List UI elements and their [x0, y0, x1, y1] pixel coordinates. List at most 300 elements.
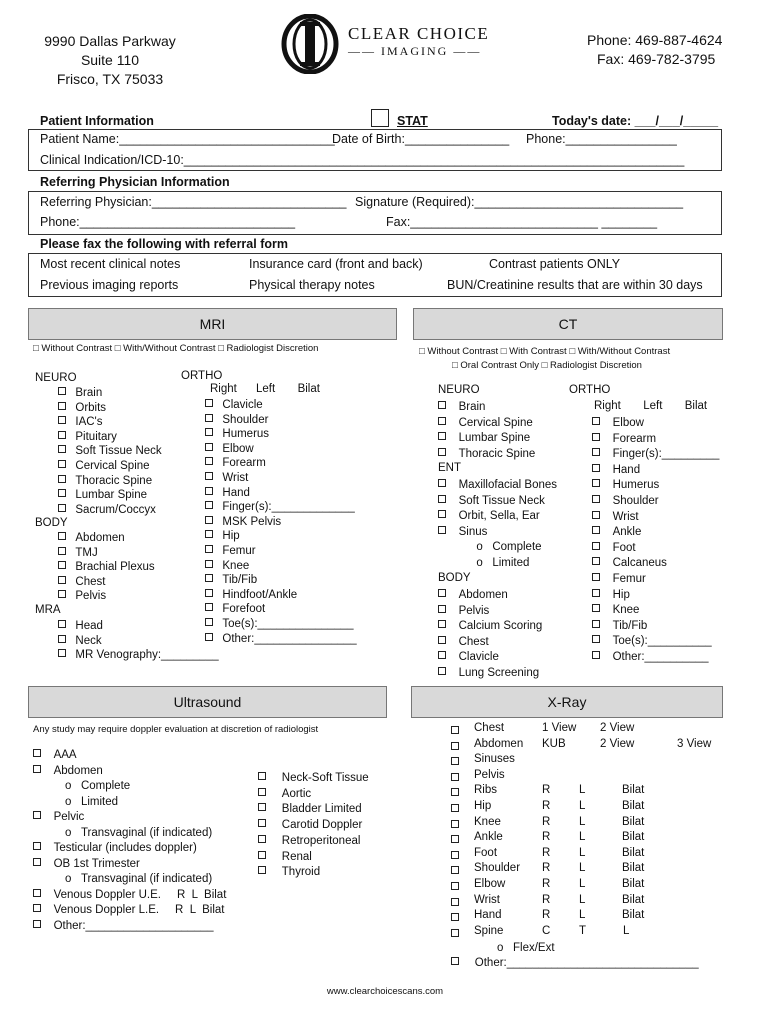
- item-label: Cervical Spine: [458, 416, 533, 429]
- patient-name-field[interactable]: Patient Name:_______________________________: [40, 132, 335, 146]
- list-item[interactable]: [33, 841, 226, 857]
- checkbox[interactable]: [438, 589, 446, 597]
- item-label: Pituitary: [75, 430, 117, 443]
- xray-option[interactable]: L: [579, 862, 586, 875]
- list-item[interactable]: [58, 459, 162, 474]
- checkbox[interactable]: [438, 510, 446, 518]
- clinical-indication-field[interactable]: Clinical Indication/ICD-10:________________________________________________________________________: [40, 153, 685, 167]
- xray-section-header: X-Ray: [411, 686, 723, 718]
- list-item[interactable]: [438, 525, 557, 541]
- xray-other[interactable]: [451, 957, 699, 969]
- signature-field[interactable]: Signature (Required):______________________________: [355, 195, 684, 209]
- list-item[interactable]: [592, 572, 719, 588]
- checkbox[interactable]: [592, 557, 600, 565]
- xray-option[interactable]: R: [542, 862, 551, 875]
- list-item[interactable]: [438, 509, 557, 525]
- item-label: Abdomen: [458, 589, 508, 601]
- checkbox[interactable]: [451, 804, 459, 812]
- list-item[interactable]: [438, 447, 535, 463]
- item-label: Hindfoot/Ankle: [222, 588, 298, 601]
- checkbox[interactable]: [33, 765, 41, 773]
- list-item[interactable]: [205, 632, 357, 647]
- checkbox[interactable]: [451, 913, 459, 921]
- xray-option[interactable]: R: [542, 831, 551, 844]
- checkbox[interactable]: [258, 803, 266, 811]
- xray-option[interactable]: KUB: [542, 737, 566, 750]
- xray-option[interactable]: Bilat: [622, 784, 645, 797]
- item-label: Knee: [222, 559, 250, 572]
- checkbox[interactable]: [58, 431, 66, 439]
- list-item[interactable]: o Limited: [33, 795, 119, 808]
- list-item[interactable]: [58, 634, 219, 649]
- checkbox[interactable]: [33, 889, 41, 897]
- checkbox[interactable]: [438, 651, 446, 659]
- item-label: Shoulder: [222, 413, 269, 426]
- mri-mra-list: [58, 619, 219, 663]
- checkbox[interactable]: [451, 898, 459, 906]
- list-item[interactable]: [258, 771, 369, 787]
- checkbox[interactable]: [205, 487, 213, 495]
- checkbox[interactable]: [58, 576, 66, 584]
- checkbox[interactable]: [58, 504, 66, 512]
- xray-option[interactable]: L: [579, 846, 586, 859]
- checkbox[interactable]: [205, 414, 213, 422]
- ct-ent-label: ENT: [438, 462, 461, 474]
- item-label: Chest: [458, 635, 489, 648]
- fax-item: Insurance card (front and back): [249, 257, 423, 271]
- list-item[interactable]: [438, 650, 542, 666]
- list-item[interactable]: [205, 456, 357, 471]
- list-item[interactable]: [58, 619, 219, 634]
- stat-checkbox[interactable]: [371, 109, 389, 127]
- checkbox[interactable]: [58, 635, 66, 643]
- item-label: Hip: [222, 530, 240, 543]
- list-item[interactable]: [258, 787, 369, 803]
- item-label: Venous Doppler L.E. R L Bilat: [53, 904, 225, 916]
- list-item[interactable]: [58, 589, 155, 604]
- checkbox[interactable]: [258, 772, 266, 780]
- list-item[interactable]: [58, 488, 162, 503]
- checkbox[interactable]: [438, 448, 446, 456]
- xray-option[interactable]: 1 View: [542, 722, 577, 734]
- checkbox[interactable]: [33, 920, 41, 928]
- fax-item: Most recent clinical notes: [40, 257, 181, 271]
- xray-option[interactable]: L: [623, 924, 630, 937]
- checkbox[interactable]: [438, 526, 446, 534]
- list-item[interactable]: [592, 619, 719, 635]
- checkbox[interactable]: [438, 605, 446, 613]
- checkbox[interactable]: [258, 819, 266, 827]
- xray-option[interactable]: L: [579, 878, 586, 890]
- checkbox[interactable]: [205, 633, 213, 641]
- list-item[interactable]: [258, 865, 369, 881]
- item-label: Tib/Fib: [222, 574, 258, 587]
- patient-info-title: Patient Information: [40, 114, 154, 128]
- list-item[interactable]: [438, 588, 542, 604]
- item-label: Soft Tissue Neck: [458, 494, 545, 507]
- list-item[interactable]: [58, 415, 162, 430]
- checkbox[interactable]: [258, 788, 266, 796]
- footer-url[interactable]: www.clearchoicescans.com: [326, 986, 444, 997]
- checkbox[interactable]: [205, 618, 213, 626]
- fax-item: Physical therapy notes: [249, 278, 375, 292]
- checkbox[interactable]: [451, 851, 459, 859]
- list-item[interactable]: [58, 503, 162, 518]
- list-item[interactable]: [205, 573, 357, 588]
- item-label: Forefoot: [222, 603, 266, 616]
- checkbox[interactable]: [451, 726, 459, 734]
- list-item[interactable]: [205, 588, 357, 603]
- ct-ortho-label: ORTHO: [569, 384, 611, 396]
- xray-option[interactable]: Bilat: [622, 846, 645, 859]
- checkbox[interactable]: [592, 589, 600, 597]
- physician-fax-field[interactable]: Fax:___________________________ ________: [386, 215, 658, 229]
- checkbox[interactable]: [33, 904, 41, 912]
- checkbox[interactable]: [58, 416, 66, 424]
- checkbox[interactable]: [592, 479, 600, 487]
- item-label: Thyroid: [281, 866, 321, 879]
- xray-exam-label: Ankle: [474, 831, 503, 844]
- xray-option[interactable]: Bilat: [622, 909, 645, 922]
- list-item[interactable]: [205, 515, 357, 530]
- list-item[interactable]: [592, 603, 719, 619]
- fax-number: Fax: 469-782-3795: [597, 51, 716, 67]
- list-item[interactable]: [438, 619, 542, 635]
- list-item[interactable]: [258, 850, 369, 866]
- list-item[interactable]: [438, 666, 542, 682]
- list-item[interactable]: [592, 650, 719, 666]
- mri-contrast-options[interactable]: □ Without Contrast □ With/Without Contrast □ Radiologist Discretion: [33, 343, 319, 354]
- item-label: Hand: [222, 486, 250, 499]
- ct-contrast-options-1[interactable]: □ Without Contrast □ With Contrast □ With/Without Contrast: [419, 346, 671, 357]
- list-item[interactable]: [438, 635, 542, 651]
- patient-phone-field[interactable]: Phone:________________: [526, 132, 677, 146]
- ct-neuro-list: [438, 400, 535, 462]
- checkbox[interactable]: [451, 882, 459, 890]
- checkbox[interactable]: [58, 561, 66, 569]
- list-item[interactable]: [33, 903, 226, 919]
- item-label: Testicular (includes doppler): [53, 842, 197, 854]
- item-label: Other:______________________________: [474, 957, 699, 969]
- checkbox[interactable]: [258, 866, 266, 874]
- item-label: Finger(s):_________: [612, 448, 720, 461]
- checkbox[interactable]: [438, 620, 446, 628]
- checkbox[interactable]: [592, 526, 600, 534]
- item-label: Ankle: [612, 526, 642, 539]
- checkbox[interactable]: [451, 866, 459, 874]
- list-item[interactable]: [205, 529, 357, 544]
- item-label: Bladder Limited: [281, 803, 362, 816]
- item-label: Transvaginal (if indicated): [80, 826, 213, 839]
- referring-physician-field[interactable]: Referring Physician:____________________________: [40, 195, 347, 209]
- xray-option[interactable]: L: [579, 893, 586, 906]
- xray-option[interactable]: Bilat: [622, 831, 645, 844]
- checkbox[interactable]: [58, 620, 66, 628]
- checkbox[interactable]: [592, 417, 600, 425]
- dob-field[interactable]: Date of Birth:_______________: [332, 132, 510, 146]
- list-item[interactable]: o Transvaginal (if indicated): [33, 826, 213, 839]
- checkbox[interactable]: [33, 749, 41, 757]
- xray-option[interactable]: T: [579, 924, 587, 937]
- checkbox[interactable]: [58, 489, 66, 497]
- checkbox[interactable]: [451, 820, 459, 828]
- checkbox[interactable]: [592, 495, 600, 503]
- fax-list-title: Please fax the following with referral form: [40, 237, 288, 251]
- checkbox[interactable]: [58, 475, 66, 483]
- checkbox[interactable]: [592, 604, 600, 612]
- checkbox[interactable]: [592, 448, 600, 456]
- checkbox[interactable]: [438, 495, 446, 503]
- checkbox[interactable]: [58, 402, 66, 410]
- checkbox[interactable]: [205, 399, 213, 407]
- xray-option[interactable]: Bilat: [622, 893, 645, 906]
- list-item[interactable]: [33, 764, 226, 780]
- list-item[interactable]: [592, 634, 719, 650]
- list-item[interactable]: [592, 416, 719, 432]
- checkbox[interactable]: [58, 460, 66, 468]
- checkbox[interactable]: [438, 479, 446, 487]
- checkbox[interactable]: [438, 432, 446, 440]
- list-item[interactable]: [592, 556, 719, 572]
- list-item[interactable]: [58, 474, 162, 489]
- physician-phone-field[interactable]: Phone:_______________________________: [40, 215, 296, 229]
- list-item[interactable]: [258, 818, 369, 834]
- ultrasound-section-header: Ultrasound: [28, 686, 387, 718]
- checkbox[interactable]: [33, 811, 41, 819]
- xray-option[interactable]: R: [542, 784, 551, 797]
- list-item[interactable]: [33, 857, 226, 873]
- xray-option[interactable]: Bilat: [622, 800, 645, 812]
- address-line: Suite 110: [80, 52, 140, 68]
- xray-option[interactable]: R: [542, 878, 551, 890]
- checkbox[interactable]: [451, 835, 459, 843]
- checkbox[interactable]: [592, 464, 600, 472]
- item-label: Other:__________: [612, 650, 709, 663]
- ct-neuro-label: NEURO: [438, 384, 480, 396]
- checkbox[interactable]: [451, 773, 459, 781]
- item-label: MSK Pelvis: [222, 515, 282, 528]
- xray-option[interactable]: R: [542, 893, 551, 906]
- list-item[interactable]: [592, 510, 719, 526]
- item-label: Neck-Soft Tissue: [281, 772, 369, 784]
- item-label: AAA: [53, 749, 77, 761]
- item-label: Maxillofacial Bones: [458, 479, 558, 491]
- list-item[interactable]: [58, 386, 162, 401]
- checkbox[interactable]: [205, 574, 213, 582]
- checkbox[interactable]: [58, 532, 66, 540]
- ct-section-header: CT: [413, 308, 723, 340]
- list-item[interactable]: [58, 560, 155, 575]
- xray-option[interactable]: R: [542, 846, 551, 859]
- checkbox[interactable]: [451, 757, 459, 765]
- list-item[interactable]: [592, 525, 719, 541]
- list-item[interactable]: [33, 810, 226, 826]
- checkbox[interactable]: [592, 573, 600, 581]
- checkbox[interactable]: [33, 842, 41, 850]
- item-label: Orbits: [75, 401, 107, 414]
- list-item[interactable]: [205, 544, 357, 559]
- list-item[interactable]: [205, 413, 357, 428]
- checkbox[interactable]: [438, 667, 446, 675]
- list-item[interactable]: [58, 401, 162, 416]
- checkbox[interactable]: [205, 589, 213, 597]
- checkbox[interactable]: [33, 858, 41, 866]
- item-label: Femur: [612, 572, 646, 585]
- xray-option[interactable]: Bilat: [622, 878, 645, 890]
- list-item[interactable]: [58, 648, 219, 663]
- list-item[interactable]: [33, 748, 226, 764]
- xray-option[interactable]: Bilat: [622, 815, 645, 828]
- list-item[interactable]: o Complete: [33, 780, 131, 792]
- list-item[interactable]: [33, 919, 226, 935]
- list-item[interactable]: [58, 444, 162, 459]
- xray-option[interactable]: L: [579, 800, 586, 812]
- list-item[interactable]: [258, 802, 369, 818]
- item-label: Orbit, Sella, Ear: [458, 510, 540, 523]
- xray-option[interactable]: L: [579, 784, 586, 797]
- xray-option[interactable]: R: [542, 909, 551, 922]
- list-item[interactable]: o Limited: [438, 556, 530, 569]
- logo-subtitle: —— IMAGING ——: [348, 44, 482, 58]
- checkbox[interactable]: [438, 636, 446, 644]
- list-item[interactable]: o Complete: [438, 541, 542, 554]
- list-item[interactable]: [58, 546, 155, 561]
- checkbox[interactable]: [451, 957, 459, 965]
- item-label: Venous Doppler U.E. R L Bilat: [53, 888, 227, 901]
- checkbox[interactable]: [205, 472, 213, 480]
- item-label: Neck: [75, 634, 102, 647]
- list-item[interactable]: [205, 617, 357, 632]
- checkbox[interactable]: [592, 635, 600, 643]
- item-label: Flex/Ext: [512, 942, 555, 954]
- xray-exam-label: Ribs: [474, 784, 498, 797]
- checkbox[interactable]: [592, 433, 600, 441]
- list-item[interactable]: [205, 559, 357, 574]
- checkbox[interactable]: [592, 542, 600, 550]
- checkbox[interactable]: [451, 742, 459, 750]
- list-item[interactable]: [58, 430, 162, 445]
- item-label: Brain: [458, 401, 486, 413]
- checkbox[interactable]: [205, 560, 213, 568]
- xray-option[interactable]: L: [579, 831, 586, 844]
- list-item[interactable]: [592, 478, 719, 494]
- list-item[interactable]: [592, 494, 719, 510]
- list-item[interactable]: [205, 500, 357, 515]
- checkbox[interactable]: [451, 788, 459, 796]
- checkbox[interactable]: [205, 516, 213, 524]
- checkbox[interactable]: [592, 511, 600, 519]
- list-item[interactable]: [205, 602, 357, 617]
- checkbox[interactable]: [205, 603, 213, 611]
- checkbox[interactable]: [205, 428, 213, 436]
- list-item[interactable]: [205, 442, 357, 457]
- ultrasound-left-list: [33, 748, 226, 934]
- xray-exam-label: Chest: [474, 722, 505, 734]
- list-item[interactable]: [438, 604, 542, 620]
- checkbox[interactable]: [592, 620, 600, 628]
- checkbox[interactable]: [58, 590, 66, 598]
- checkbox[interactable]: [592, 651, 600, 659]
- list-item[interactable]: [438, 478, 557, 494]
- list-item[interactable]: [592, 588, 719, 604]
- checkbox[interactable]: [438, 401, 446, 409]
- logo-title: CLEAR CHOICE: [348, 24, 490, 43]
- list-item[interactable]: [205, 486, 357, 501]
- checkbox[interactable]: [58, 387, 66, 395]
- xray-option[interactable]: 2 View: [600, 737, 635, 750]
- xray-option[interactable]: R: [542, 815, 551, 828]
- item-label: Hip: [612, 588, 630, 601]
- xray-option[interactable]: R: [542, 800, 551, 812]
- list-item[interactable]: [58, 575, 155, 590]
- list-item[interactable]: [592, 463, 719, 479]
- list-item[interactable]: [592, 447, 719, 463]
- list-item[interactable]: [438, 431, 535, 447]
- list-item[interactable]: [205, 398, 357, 413]
- list-item[interactable]: [58, 531, 155, 546]
- xray-option[interactable]: 2 View: [600, 722, 635, 734]
- list-item[interactable]: [205, 471, 357, 486]
- list-item[interactable]: [258, 834, 369, 850]
- address-line: Frisco, TX 75033: [56, 71, 164, 87]
- item-label: Foot: [612, 541, 636, 554]
- checkbox[interactable]: [205, 545, 213, 553]
- list-item[interactable]: o Transvaginal (if indicated): [33, 873, 213, 885]
- list-item[interactable]: [205, 427, 357, 442]
- xray-option[interactable]: L: [579, 815, 586, 828]
- list-item[interactable]: [33, 888, 226, 904]
- checkbox[interactable]: [205, 501, 213, 509]
- ct-contrast-options-2[interactable]: □ Oral Contrast Only □ Radiologist Discretion: [452, 360, 642, 371]
- checkbox[interactable]: [205, 443, 213, 451]
- checkbox[interactable]: [258, 851, 266, 859]
- phone-number: Phone: 469-887-4624: [587, 32, 723, 48]
- checkbox[interactable]: [205, 457, 213, 465]
- checkbox[interactable]: [58, 547, 66, 555]
- item-label: Calcaneus: [612, 557, 667, 570]
- list-item[interactable]: [592, 432, 719, 448]
- mri-ortho-columns: Right Left Bilat: [210, 383, 320, 395]
- checkbox[interactable]: [258, 835, 266, 843]
- checkbox[interactable]: [451, 929, 459, 937]
- xray-exam-label: Abdomen: [474, 737, 524, 750]
- item-label: Lumbar Spine: [458, 432, 531, 445]
- item-label: Brachial Plexus: [75, 561, 155, 574]
- ct-body-list: [438, 588, 542, 682]
- xray-option[interactable]: L: [579, 909, 586, 922]
- checkbox[interactable]: [438, 417, 446, 425]
- xray-option[interactable]: C: [542, 924, 551, 937]
- list-item[interactable]: [438, 400, 535, 416]
- xray-option[interactable]: 3 View: [677, 737, 712, 750]
- list-item[interactable]: [592, 541, 719, 557]
- xray-exam-label: Hip: [474, 800, 492, 812]
- xray-option[interactable]: Bilat: [622, 862, 645, 875]
- item-label: Cervical Spine: [75, 459, 150, 472]
- list-item[interactable]: [438, 416, 535, 432]
- mri-neuro-list: [58, 386, 162, 517]
- xray-flex-ext[interactable]: o Flex/Ext: [497, 942, 555, 954]
- item-label: Aortic: [281, 787, 312, 800]
- checkbox[interactable]: [58, 649, 66, 657]
- checkbox[interactable]: [205, 530, 213, 538]
- item-label: Limited: [492, 556, 530, 569]
- xray-exam-label: Foot: [474, 846, 498, 859]
- list-item[interactable]: [438, 494, 557, 510]
- item-label: Knee: [612, 604, 640, 617]
- item-label: Other:________________: [222, 632, 357, 645]
- checkbox[interactable]: [58, 445, 66, 453]
